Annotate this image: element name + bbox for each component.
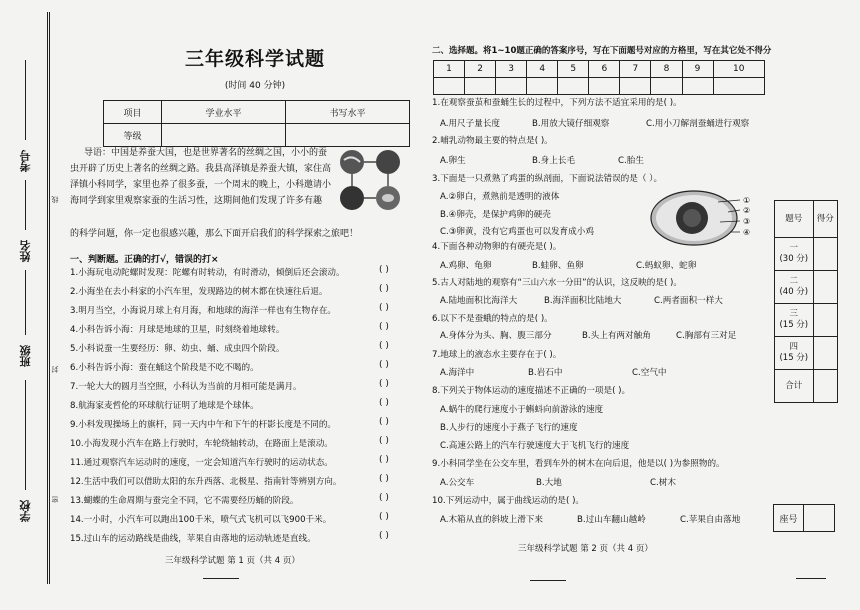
section-1-heading: 一、判断题。正确的打√，错误的打× [70, 255, 219, 265]
choice-question: 9.小科同学坐在公交车里，看到车外的树木在向后退，他是以( )为参照物的。 [432, 459, 725, 469]
binding-line [47, 12, 48, 584]
choice-option: C.胸部有三对足 [676, 331, 737, 341]
egg-label: ④ [743, 228, 751, 237]
silkworm-life-cycle-image [330, 146, 410, 222]
choice-option: C.苹果自由落地 [680, 515, 741, 525]
judgment-item: 6.小科告诉小海：蚕在蛹这个阶段是不吃不喝的。 [70, 363, 259, 373]
intro-paragraph: 导语：中国是养蚕大国，也是世界著名的丝绸之国，小小的蚕虫开辟了历史上著名的丝绸之路。我县高泽镇是养蚕大镇，家住高泽镇小科同学，家里也养了很多蚕，一个周末的晚上，小科邀请小海同学到家里观察家蚕的生活习性，这期间他们发现了许多有趣 [70, 148, 332, 206]
footer-rule [203, 578, 239, 579]
score-summary-header: 题号 [775, 201, 814, 238]
judgment-item: 15.过山车的运动路线是曲线，苹果自由落地的运动轨迹是直线。 [70, 534, 316, 544]
page-2-footer: 三年级科学试题 第 2 页（共 4 页） [518, 544, 653, 554]
choice-option: A.陆地面积比海洋大 [440, 296, 518, 306]
answer-blank[interactable]: ( ) [379, 493, 389, 503]
answer-grid-cell[interactable] [465, 78, 496, 95]
judgment-item: 3.明月当空，小海说月球上有月海，和地球的海洋一样也有生物存在。 [70, 306, 337, 316]
answer-blank[interactable]: ( ) [379, 455, 389, 465]
seal-mark-1: 线 [51, 196, 59, 203]
answer-grid-cell[interactable] [496, 78, 527, 95]
answer-blank[interactable]: ( ) [379, 303, 389, 313]
score-summary-blank[interactable] [813, 337, 837, 370]
name-line [25, 180, 26, 230]
choice-option: B.身上长毛 [532, 156, 576, 166]
section-points: (30 分) [779, 254, 809, 264]
score-summary-blank[interactable] [813, 238, 837, 271]
choice-option: A.②卵白，煮熟前是透明的液体 [440, 192, 560, 202]
choice-option: A.木箱从直的斜坡上滑下来 [440, 515, 543, 525]
choice-option: C.两者面积一样大 [654, 296, 723, 306]
choice-option: A.卵生 [440, 156, 466, 166]
judgment-item: 11.通过观察汽车运动时的速度，一定会知道汽车行驶时的运动状态。 [70, 458, 333, 468]
choice-option: A.身体分为头、胸、腹三部分 [440, 331, 552, 341]
answer-grid-cell[interactable] [558, 78, 589, 95]
choice-option: C.高速公路上的汽车行驶速度大于飞机飞行的速度 [440, 441, 630, 451]
seat-number-blank[interactable] [804, 505, 835, 532]
choice-question: 1.在观察蚕茧和蚕蛹生长的过程中，下列方法不适宜采用的是( )。 [432, 98, 682, 108]
answer-grid-number: 9 [682, 61, 713, 78]
section-number: 三 [789, 309, 799, 319]
judgment-item: 4.小科告诉小海：月球是地球的卫星，时刻绕着地球转。 [70, 325, 285, 335]
judgment-item: 14.一小时，小汽车可以跑出100千米，喷气式飞机可以飞900千米。 [70, 515, 332, 525]
answer-grid-number: 6 [589, 61, 620, 78]
exam-number-label: 考号 [19, 150, 32, 172]
judgment-item: 7.一轮大大的圆月当空照，小科认为当前的月相可能是满月。 [70, 382, 302, 392]
choice-option: C.胎生 [618, 156, 644, 166]
section-points: (15 分) [779, 353, 809, 363]
choice-option: B.蛙卵、鱼卵 [532, 261, 584, 271]
choice-option: C.用小刀解剖蚕蛹进行观察 [646, 119, 750, 129]
score-summary-total: 合计 [775, 370, 814, 403]
answer-blank[interactable]: ( ) [379, 341, 389, 351]
choice-option: B.人步行的速度小于燕子飞行的速度 [440, 423, 578, 433]
choice-question: 5.古人对陆地的观察有“三山六水一分田”的认识，这反映的是( )。 [432, 278, 682, 288]
judgment-item: 12.生活中我们可以借助太阳的东升西落、北极星、指南针等辨别方向。 [70, 477, 342, 487]
answer-blank[interactable]: ( ) [379, 512, 389, 522]
egg-label: ① [743, 196, 751, 205]
level-table-cell: 学业水平 [162, 101, 286, 124]
answer-grid-number: 1 [434, 61, 465, 78]
answer-grid-cell[interactable] [527, 78, 558, 95]
answer-grid-cell[interactable] [434, 78, 465, 95]
score-summary-section [775, 304, 814, 337]
answer-grid-cell[interactable] [651, 78, 682, 95]
academic-level-blank[interactable] [162, 124, 286, 147]
choice-question: 3.下面是一只煮熟了鸡蛋的纵剖面，下面说法错误的是（ ）。 [432, 174, 663, 184]
answer-grid-number: 7 [620, 61, 651, 78]
choice-option: A.海洋中 [440, 368, 475, 378]
answer-blank[interactable]: ( ) [379, 265, 389, 275]
choice-option: C.③卵黄，没有它鸡蛋也可以发育成小鸡 [440, 227, 594, 237]
answer-grid-number: 2 [465, 61, 496, 78]
judgment-item: 8.航海家麦哲伦的环球航行证明了地球是个球体。 [70, 401, 259, 411]
choice-option: C.空气中 [632, 368, 667, 378]
score-summary-section [775, 271, 814, 304]
page-1-footer: 三年级科学试题 第 1 页（共 4 页） [165, 556, 300, 566]
choice-option: C.蚂蚁卵、蛇卵 [636, 261, 697, 271]
choice-option: B.大地 [536, 478, 562, 488]
judgment-item: 1.小海玩电动陀螺时发现：陀螺有时转动，有时滑动，倾倒后还会滚动。 [70, 268, 345, 278]
answer-blank[interactable]: ( ) [379, 284, 389, 294]
choice-option: B.过山车翻山越岭 [577, 515, 646, 525]
name-label: 姓名 [19, 240, 32, 262]
score-summary-header: 得分 [813, 201, 837, 238]
seal-mark-2: 封 [51, 366, 59, 373]
section-number: 二 [789, 276, 799, 286]
choice-question: 7.地球上的液态水主要存在于( )。 [432, 350, 562, 360]
choice-option: B.④卵壳，是保护鸡卵的硬壳 [440, 210, 551, 220]
answer-grid-number: 8 [651, 61, 682, 78]
class-line [25, 270, 26, 335]
footer-rule [796, 578, 826, 579]
choice-question: 6.以下不是蚕蛾的特点的是( )。 [432, 314, 553, 324]
choice-option: A.鸡卵、龟卵 [440, 261, 492, 271]
score-summary-table [774, 200, 838, 403]
choice-option: C.树木 [650, 478, 676, 488]
level-table-cell: 等级 [104, 124, 162, 147]
choice-option: A.用尺子量长度 [440, 119, 501, 129]
answer-grid-cell[interactable] [589, 78, 620, 95]
seat-number-box [773, 504, 835, 532]
section-points: (15 分) [779, 320, 809, 330]
choice-question: 10.下列运动中，属于曲线运动的是( )。 [432, 496, 585, 506]
answer-blank[interactable]: ( ) [379, 360, 389, 370]
page-title: 三年级科学试题 [184, 48, 325, 70]
section-2-heading: 二、选择题。将1~10题正确的答案序号，写在下面题号对应的方格里，写在其它处不得分 [432, 46, 772, 56]
answer-grid-cell[interactable] [620, 78, 651, 95]
choice-option: A.公交车 [440, 478, 475, 488]
section-number: 一 [789, 243, 799, 253]
school-line [25, 380, 26, 490]
choice-question: 8.下列关于物体运动的速度描述不正确的一项是( )。 [432, 386, 631, 396]
judgment-item: 5.小科说蚕一生要经历：卵、幼虫、蛹、成虫四个阶段。 [70, 344, 285, 354]
level-table [103, 100, 410, 147]
judgment-item: 10.小海发现小汽车在路上行驶时，车轮绕轴转动，在路面上是滚动。 [70, 439, 333, 449]
score-summary-blank[interactable] [813, 304, 837, 337]
choice-option: A.蜗牛的爬行速度小于蝌蚪向前游泳的速度 [440, 405, 604, 415]
answer-blank[interactable]: ( ) [379, 436, 389, 446]
judgment-item: 9.小科发现操场上的旗杆，同一天内中午和下午的杆影长度是不同的。 [70, 420, 337, 430]
answer-grid-cell[interactable] [713, 78, 764, 95]
choice-question: 4.下面各种动物卵的有硬壳是( )。 [432, 242, 562, 252]
boiled-egg-cross-section [648, 188, 762, 248]
judgment-item: 2.小海坐在去小科家的小汽车里，发现路边的树木都在快速往后退。 [70, 287, 328, 297]
answer-grid-number: 5 [558, 61, 589, 78]
seat-label: 座号 [774, 505, 804, 532]
score-summary-blank[interactable] [813, 370, 837, 403]
class-label: 班级 [19, 345, 32, 367]
intro-paragraph-end: 的科学问题，你一定也很感兴趣，那么下面开启我们的科学探索之旅吧！ [70, 229, 359, 239]
answer-blank[interactable]: ( ) [379, 322, 389, 332]
choice-option: B.海洋面积比陆地大 [544, 296, 622, 306]
section-number: 四 [789, 342, 799, 352]
answer-grid-number: 10 [713, 61, 764, 78]
time-limit: (时间 40 分钟) [224, 81, 286, 91]
answer-blank[interactable]: ( ) [379, 474, 389, 484]
score-summary-section [775, 238, 814, 271]
exam-number-line [25, 60, 26, 140]
school-label: 学校 [19, 500, 32, 522]
choice-option: B.头上有两对触角 [582, 331, 651, 341]
answer-grid-number: 4 [527, 61, 558, 78]
section-points: (40 分) [779, 287, 809, 297]
choice-option: B.岩石中 [528, 368, 563, 378]
seal-mark-3: 密 [51, 496, 59, 503]
answer-grid-number: 3 [496, 61, 527, 78]
writing-level-blank[interactable] [286, 124, 410, 147]
answer-blank[interactable]: ( ) [379, 398, 389, 408]
egg-label: ② [743, 206, 751, 215]
choice-question: 2.哺乳动物最主要的特点是( )。 [432, 136, 553, 146]
judgment-item: 13.蝴蝶的生命周期与蚕完全不同，它不需要经历蛹的阶段。 [70, 496, 299, 506]
level-table-cell: 书写水平 [286, 101, 410, 124]
choice-option: B.用放大镜仔细观察 [532, 119, 610, 129]
answer-grid-cell[interactable] [682, 78, 713, 95]
footer-rule [530, 580, 566, 581]
answer-blank[interactable]: ( ) [379, 531, 389, 541]
level-table-cell: 项目 [104, 101, 162, 124]
score-summary-section [775, 337, 814, 370]
answer-grid [433, 60, 765, 95]
answer-blank[interactable]: ( ) [379, 417, 389, 427]
egg-label: ③ [743, 217, 751, 226]
score-summary-blank[interactable] [813, 271, 837, 304]
answer-blank[interactable]: ( ) [379, 379, 389, 389]
